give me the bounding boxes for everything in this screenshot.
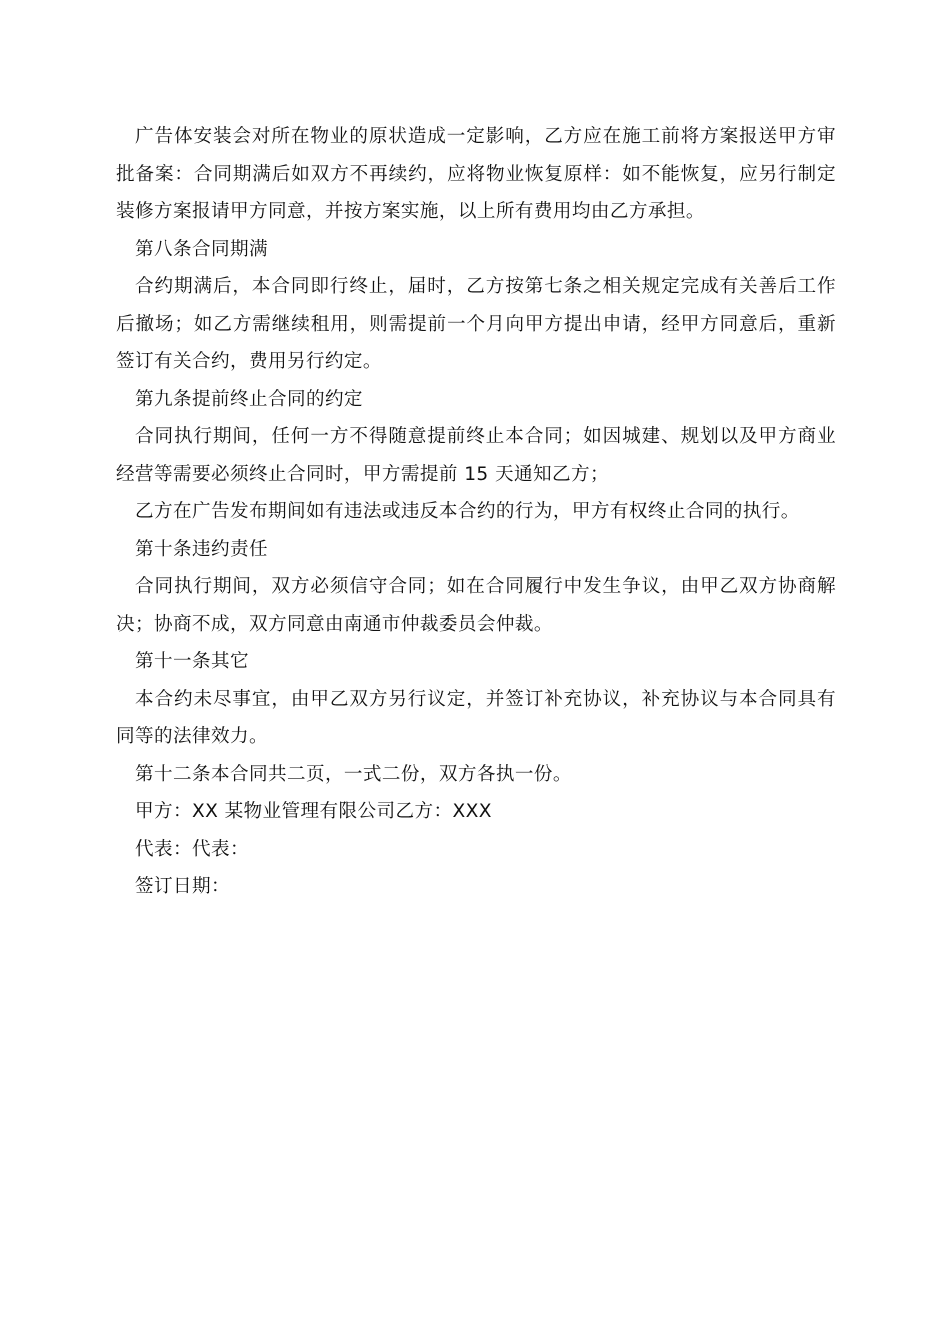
signature-representatives: 代表：代表： [135, 838, 249, 860]
paragraph-early-termination: 合同执行期间，任何一方不得随意提前终止本合同；如因城建、规划以及甲方商业经营等需要必须终止合同时，甲方需提前 15 天通知乙方； [116, 426, 836, 485]
heading-article-12: 第十二条本合同共二页，一式二份，双方各执一份。 [135, 763, 572, 785]
paragraph-other-matters: 本合约未尽事宜，由甲乙双方另行议定，并签订补充协议，补充协议与本合同具有同等的法律效力。 [116, 688, 836, 747]
paragraph-breach-liability: 合同执行期间，双方必须信守合同；如在合同履行中发生争议，由甲乙双方协商解决；协商不成，双方同意由南通市仲裁委员会仲裁。 [116, 576, 836, 635]
heading-article-9: 第九条提前终止合同的约定 [135, 388, 363, 410]
heading-article-11: 第十一条其它 [135, 651, 249, 672]
paragraph-contract-expiry: 合约期满后，本合同即行终止，届时，乙方按第七条之相关规定完成有关善后工作后撤场；如乙方需继续租用，则需提前一个月向甲方提出申请，经甲方同意后，重新签订有关合约，费用另行约定。 [116, 276, 836, 372]
heading-article-10: 第十条违约责任 [135, 538, 268, 560]
paragraph-violation-termination: 乙方在广告发布期间如有违法或违反本合约的行为，甲方有权终止合同的执行。 [135, 501, 800, 522]
signature-date: 签订日期： [135, 876, 230, 897]
paragraph-installation-restoration: 广告体安装会对所在物业的原状造成一定影响，乙方应在施工前将方案报送甲方审批备案：合同期满后如双方不再续约，应将物业恢复原样：如不能恢复，应另行制定装修方案报请甲方同意，并按方案实施，以上所有费用均由乙方承担。 [116, 126, 836, 222]
signature-parties: 甲方：XX 某物业管理有限公司乙方：XXX [135, 801, 492, 822]
heading-article-8: 第八条合同期满 [135, 238, 268, 260]
document-body [116, 118, 836, 906]
